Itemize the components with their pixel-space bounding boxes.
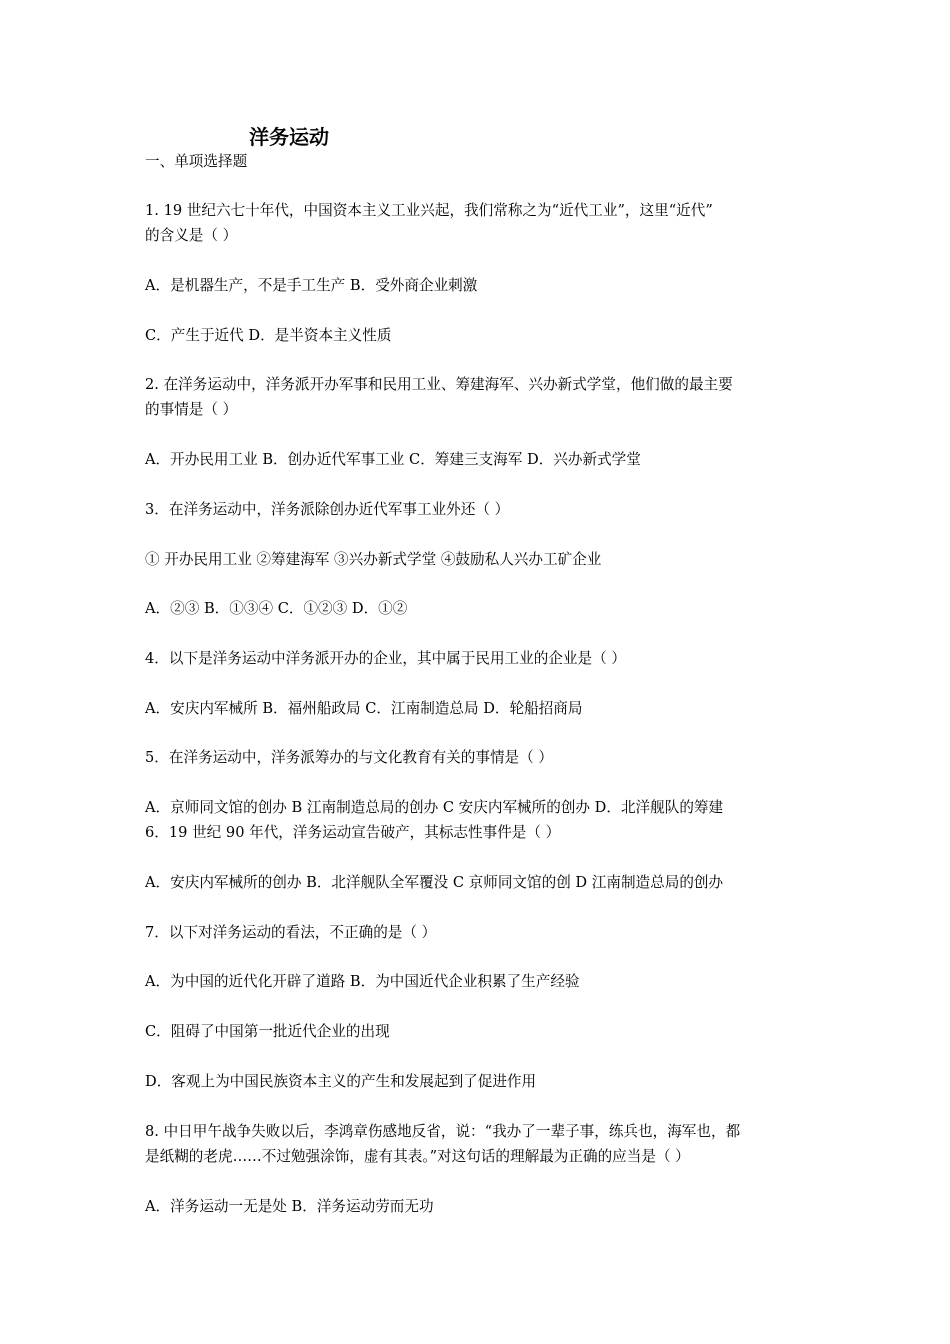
q1-options-ab: A．是机器生产，不是手工生产 B．受外商企业刺激 [145,277,478,294]
q6-stem: 6．19 世纪 90 年代，洋务运动宣告破产，其标志性事件是（ ） [145,824,561,841]
q8-stem-line-1: 8. 中日甲午战争失败以后，李鸿章伤感地反省，说：“我办了一辈子事，练兵也，海军也，都 [145,1123,741,1140]
q1-stem-line-1: 1. 19 世纪六七十年代，中国资本主义工业兴起，我们常称之为“近代工业”，这里“近代” [145,202,713,219]
q4-options: A．安庆内军械所 B．福州船政局 C．江南制造总局 D．轮船招商局 [145,700,583,717]
section-heading: 一、单项选择题 [145,153,248,170]
q2-stem-line-2: 的事情是（ ） [145,401,238,418]
q6-options: A．安庆内军械所的创办 B．北洋舰队全军覆没 C 京师同文馆的创 D 江南制造总局的创办 [145,874,724,891]
q3-stem: 3．在洋务运动中，洋务派除创办近代军事工业外还（ ） [145,501,510,518]
document-title: 洋务运动 [249,125,329,149]
q1-stem-line-2: 的含义是（ ） [145,227,238,244]
q3-options: A．②③ B．①③④ C．①②③ D．①② [145,600,408,617]
q1-options-cd: C．产生于近代 D．是半资本主义性质 [145,327,392,344]
q7-option-c: C．阻碍了中国第一批近代企业的出现 [145,1023,390,1040]
q5-stem: 5．在洋务运动中，洋务派筹办的与文化教育有关的事情是（ ） [145,749,553,766]
q7-options-ab: A．为中国的近代化开辟了道路 B．为中国近代企业积累了生产经验 [145,973,580,990]
q7-stem: 7．以下对洋务运动的看法，不正确的是（ ） [145,924,437,941]
q5-options: A．京师同文馆的创办 B 江南制造总局的创办 C 安庆内军械所的创办 D．北洋舰队的筹建 [145,799,724,816]
q2-stem-line-1: 2. 在洋务运动中，洋务派开办军事和民用工业、筹建海军、兴办新式学堂，他们做的最主要 [145,376,733,393]
q3-items: ① 开办民用工业 ②筹建海军 ③兴办新式学堂 ④鼓励私人兴办工矿企业 [145,551,602,568]
q8-stem-line-2: 是纸糊的老虎……不过勉强涂饰，虚有其表。”对这句话的理解最为正确的应当是（ ） [145,1148,690,1165]
q2-options: A．开办民用工业 B．创办近代军事工业 C．筹建三支海军 D．兴办新式学堂 [145,451,641,468]
q8-options: A．洋务运动一无是处 B．洋务运动劳而无功 [145,1198,434,1215]
q4-stem: 4．以下是洋务运动中洋务派开办的企业，其中属于民用工业的企业是（ ） [145,650,626,667]
q7-option-d: D．客观上为中国民族资本主义的产生和发展起到了促进作用 [145,1073,537,1090]
